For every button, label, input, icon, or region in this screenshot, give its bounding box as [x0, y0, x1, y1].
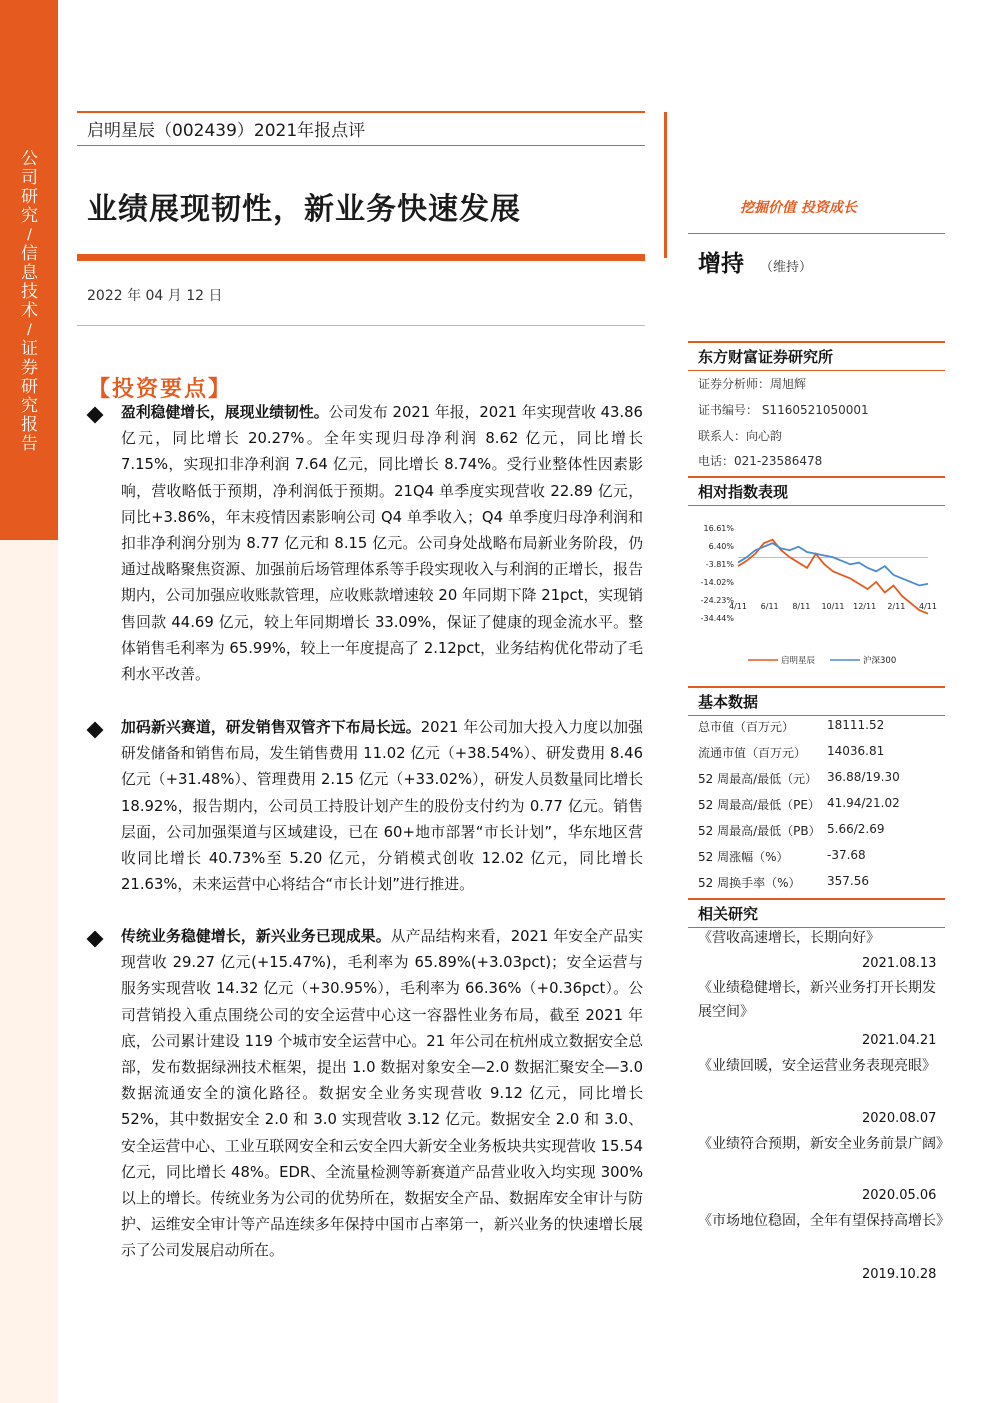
related-item-title[interactable]: 《营收高速增长，长期向好》 — [698, 930, 880, 946]
analyst-org: 东方财富证券研究所 — [688, 341, 945, 371]
rating-note: （维持） — [760, 260, 813, 275]
basic-data-title: 基本数据 — [688, 686, 945, 716]
key-point-lead: 加码新兴赛道，研发销售双管齐下布局长远。 — [121, 719, 421, 736]
chart-x-tick-label: 10/11 — [821, 602, 845, 611]
analyst-line: 证书编号： S1160521050001 — [698, 403, 869, 417]
basic-data-value: 357.56 — [827, 874, 869, 888]
key-point — [121, 924, 643, 1265]
chart-y-tick-label: 16.61% — [703, 524, 734, 533]
related-item-date: 2020.05.06 — [862, 1188, 937, 1203]
basic-data-value: -37.68 — [827, 848, 866, 862]
related-item-title[interactable]: 《业绩稳健增长，新兴业务打开长期发展空间》 — [698, 980, 936, 1020]
analyst-line: 电话：021-23586478 — [698, 454, 823, 468]
report-title: 启明星辰（002439）2021年报点评 — [87, 121, 366, 141]
related-item-date: 2019.10.28 — [862, 1267, 937, 1282]
related-item-title[interactable]: 《市场地位稳固，全年有望保持高增长》 — [698, 1213, 950, 1229]
basic-data-key: 52 周最高/最低（PE） — [698, 798, 820, 812]
key-point-lead: 盈利稳健增长，展现业绩韧性。 — [121, 404, 329, 421]
basic-data-value: 36.88/19.30 — [827, 770, 900, 784]
related-item-title[interactable]: 《业绩符合预期，新安全业务前景广阔》 — [698, 1136, 950, 1152]
chart-series-line — [738, 543, 928, 585]
relative-index-chart — [688, 514, 945, 674]
related-item-date: 2021.08.13 — [862, 956, 937, 971]
key-point — [121, 400, 643, 688]
basic-data-value: 18111.52 — [827, 718, 885, 732]
chart-legend-label: 沪深300 — [863, 656, 897, 666]
bullet-diamond-icon — [87, 931, 104, 948]
chart-y-tick-label: -14.02% — [700, 578, 734, 587]
basic-data-key: 52 周最高/最低（PB） — [698, 824, 821, 838]
analyst-line: 联系人：向心韵 — [698, 429, 783, 443]
basic-data-key: 总市值（百万元） — [698, 720, 795, 734]
chart-x-tick-label: 8/11 — [792, 602, 811, 611]
headline-rule — [77, 254, 645, 261]
chart-y-tick-label: 6.40% — [708, 542, 734, 551]
side-category-label: 公司研究 / 信息技术 / 证券研究报告 — [21, 149, 39, 454]
rating: 增持 — [698, 251, 744, 277]
chart-x-tick-label: 4/11 — [919, 602, 937, 611]
basic-data-key: 52 周最高/最低（元） — [698, 772, 818, 786]
key-point-lead: 传统业务稳健增长，新兴业务已现成果。 — [121, 928, 391, 945]
key-point — [121, 715, 643, 898]
basic-data-key: 52 周涨幅（%） — [698, 850, 789, 864]
chart-section-title: 相对指数表现 — [688, 476, 945, 506]
header-rule-top — [77, 111, 645, 113]
related-research-title: 相关研究 — [688, 898, 945, 928]
header-vertical-bar — [664, 112, 667, 258]
slogan-rule — [688, 233, 945, 234]
key-point-body: 公司发布 2021 年报，2021 年实现营收 43.86 亿元，同比增长 20.27%。全年实现归母净利润 8.62 亿元，同比增长 7.15%，实现扣非净利润 7.64 亿元，同比增长 8.74%。受行业整体性因素影响，营收略低于预期，净利润低于预期。21Q4 单季度实现营收 22.89 亿元，同比+3.86%，年末疫情因素影响公司 Q4 单季收入；Q4 单季度归母净利润和扣非净利润分别为 8.77 亿元和 8.15 亿元。公司身处战略布局新业务阶段，仍通过战略聚焦资源、加强前后场管理体系等手段实现收入与利润的正增长，报告期内，公司加强应收账款管理，应收账款增速较 20 年同期下降 21pct，实现销售回款 44.69 亿元，较上年同期增长 33.09%，保证了健康的现金流水平。整体销售毛利率为 65.99%，较上一年度提高了 2.12pct，业务结构优化带动了毛利水平改善。 — [121, 404, 643, 684]
chart-x-tick-label: 4/11 — [729, 602, 747, 611]
header-rule-bottom — [77, 145, 645, 146]
basic-data-key: 52 周换手率（%） — [698, 876, 801, 890]
chart-x-tick-label: 12/11 — [853, 602, 877, 611]
related-item-date: 2020.08.07 — [862, 1111, 937, 1126]
chart-legend-label: 启明星辰 — [781, 656, 816, 666]
chart-y-tick-label: -34.44% — [700, 614, 734, 623]
key-point-body: 2021 年公司加大投入力度以加强研发储备和销售布局，发生销售费用 11.02 亿元（+38.54%）、研发费用 8.46 亿元（+31.48%）、管理费用 2.15 亿元（+33.02%），研发人员数量同比增长 18.92%，报告期内，公司员工持股计划产生的股份支付约为 0.77 亿元。销售层面，公司加强渠道与区域建设，已在 60+地市部署“市长计划”，华东地区营收同比增长 40.73%至 5.20 亿元，分销模式创收 12.02 亿元，同比增长 21.63%，未来运营中心将结合“市长计划”进行推进。 — [121, 719, 643, 894]
related-item-date: 2021.04.21 — [862, 1033, 937, 1048]
basic-data-value: 14036.81 — [827, 744, 885, 758]
chart-y-tick-label: -24.23% — [700, 596, 734, 605]
section-title: 【投资要点】 — [88, 377, 233, 402]
related-item-title[interactable]: 《业绩回暖，安全运营业务表现亮眼》 — [698, 1058, 936, 1074]
chart-x-tick-label: 2/11 — [887, 602, 906, 611]
bullet-diamond-icon — [87, 722, 104, 739]
key-point-body: 从产品结构来看，2021 年安全产品实现营收 29.27 亿元(+15.47%)，毛利率为 65.89%(+3.03pct)；安全运营与服务实现营收 14.32 亿元（+30.95%），毛利率为 66.36%（+0.36pct）。公司营销投入重点围绕公司的安全运营中心这一容器性业务布局，截至 2021 年底，公司累计建设 119 个城市安全运营中心。21 年公司在杭州成立数据安全总部，发布数据绿洲技术框架，提出 1.0 数据对象安全—2.0 数据汇聚安全—3.0 数据流通安全的演化路径。数据安全业务实现营收 9.12 亿元，同比增长 52%，其中数据安全 2.0 和 3.0 实现营收 3.12 亿元。数据安全 2.0 和 3.0、安全运营中心、工业互联网安全和云安全四大新安全业务板块共实现营收 15.54 亿元，同比增长 48%。EDR、全流量检测等新赛道产品营业收入均实现 300%以上的增长。传统业务为公司的优势所在，数据安全产品、数据库安全审计与防护、运维安全审计等产品连续多年保持中国市占率第一，新兴业务的快速增长展示了公司发展启动所在。 — [121, 928, 643, 1260]
report-date: 2022 年 04 月 12 日 — [87, 288, 223, 304]
basic-data-value: 41.94/21.02 — [827, 796, 900, 810]
basic-data-value: 5.66/2.69 — [827, 822, 885, 836]
bullet-diamond-icon — [87, 407, 104, 424]
headline: 业绩展现韧性，新业务快速发展 — [87, 192, 521, 227]
chart-y-tick-label: -3.81% — [705, 560, 734, 569]
slogan: 挖掘价值 投资成长 — [740, 200, 857, 216]
chart-x-tick-label: 6/11 — [760, 602, 779, 611]
date-rule — [77, 325, 645, 326]
analyst-line: 证券分析师：周旭辉 — [698, 377, 807, 391]
chart-svg — [688, 514, 945, 674]
basic-data-key: 流通市值（百万元） — [698, 746, 807, 760]
